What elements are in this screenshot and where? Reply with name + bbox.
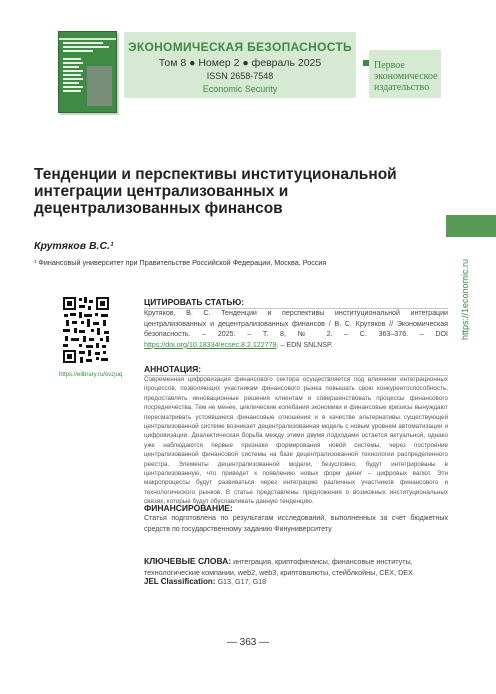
keywords <box>144 556 448 578</box>
journal-title: ЭКОНОМИЧЕСКАЯ БЕЗОПАСНОСТЬ <box>128 40 352 54</box>
side-color-tab <box>446 215 496 237</box>
abstract-heading: АННОТАЦИЯ: <box>144 364 202 374</box>
jel-classification <box>144 577 448 586</box>
cite-text: Крутяков, В. С. Тенденции и перспективы институциональной интеграции централизованных и децентрализованных финансов / В. С. Крутяков // Экономическая безопасность. – 2025. – Т. 8, № 2. – С. 363–376. – DOI https://doi.org/10.18334/ecsec.8.2.122779. – EDN SNLNSP. <box>144 309 448 349</box>
issn: ISSN 2658-7548 <box>206 71 274 81</box>
abstract-text: Современная цифровизация финансового сектора осуществляется под влиянием интеграционных процессов, позволяющих участникам финансового рынка повышать свою конкурентоспособность, предоставлять инновационные решения клиентам и совершенствовать процессы финансового посредничества. Тем не менее, циклические колебания экономики и финансовые кризисы вынуждают пересматривать устоявшиеся финансовые отношения и в качестве альтернативы существующей централизованной системе возникает децентрализованная модель с новым уровнем автоматизации и цифровизации. Диалектическая борьба между этими двумя подходами остается актуальной, однако уже наблюдаются первые признаки формирования новой системы, через построение централизованной финансовой системы на базе децентрализованной технологии распределенного реестра. Элементы децентрализованной модели, безусловно, будут интегрированы в централизованную, что приведет к появлению новых форм денег – цифровых валют. Эти макропроцессы будут развиваться через интеграцию различных участников финансового и технологического рынков. В статье представлены предложения о возможных институциональных связях, которые будут обуславливать данную тенденцию. <box>144 376 448 506</box>
english-title: Economic Security <box>202 84 278 94</box>
journal-cover-image <box>58 31 117 113</box>
doi-link[interactable]: https://doi.org/10.18334/ecsec.8.2.122779 <box>144 340 277 349</box>
jel-heading: JEL Classification: <box>144 577 216 586</box>
article-title: Тенденции и перспективы институциональной интеграции централизованных и децентрализованных финансов <box>34 166 397 217</box>
author: Крутяков В.С.¹ <box>34 240 114 252</box>
jel-codes: G13, G17, G18 <box>217 577 267 586</box>
publisher-name: Первое экономическое издательство <box>374 60 438 93</box>
keywords-heading: КЛЮЧЕВЫЕ СЛОВА: <box>144 556 232 566</box>
affiliation: ¹ Финансовый университет при Правительстве Российской Федерации, Москва, Россия <box>34 258 327 267</box>
keywords-text: интеграция, криптофинансы, финансовые институты, технологические компании, web2, web3, криптовалюты, стейблкойны, CEX, DEX <box>144 557 413 577</box>
funding-text: Статья подготовлена по результатам исследований, выполненных за счет бюджетных средств по государственному заданию Финуниверситету <box>144 514 448 533</box>
issue-info: Том 8 ● Номер 2 ● февраль 2025 <box>158 57 322 69</box>
qr-code <box>62 296 110 364</box>
funding-heading: ФИНАНСИРОВАНИЕ: <box>144 503 233 513</box>
qr-url[interactable]: https://elibrary.ru/ovzjuq <box>59 372 123 378</box>
cite-heading: ЦИТИРОВАТЬ СТАТЬЮ: <box>144 297 245 307</box>
page-number: — 363 — <box>226 637 270 648</box>
